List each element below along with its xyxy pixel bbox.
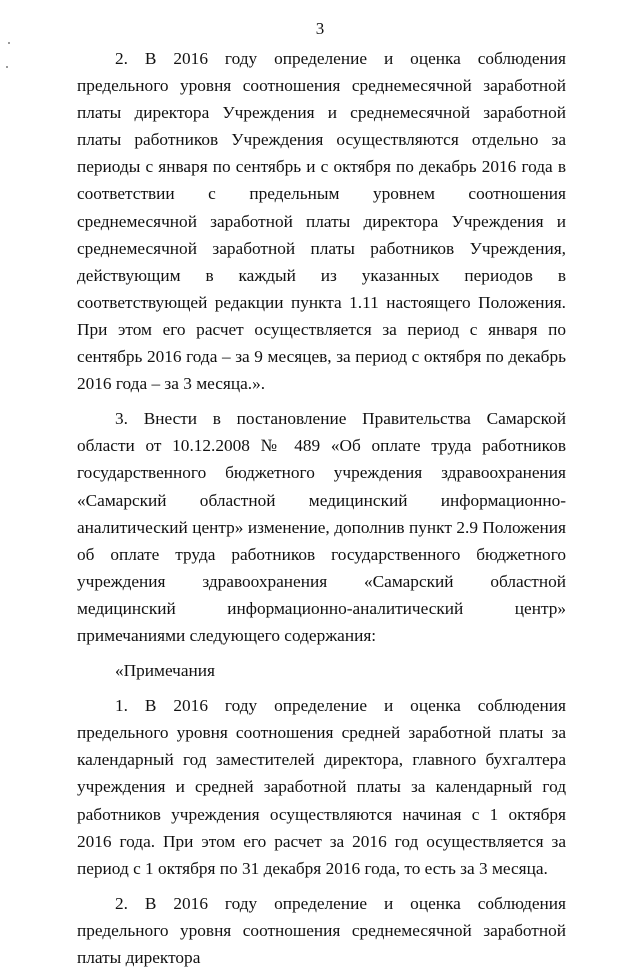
- scan-speck: [6, 66, 8, 68]
- paragraph-note-2-continued: 2. В 2016 году определение и оценка соблюдения предельного уровня соотношения среднемесячной заработной платы директора: [77, 893, 566, 967]
- paragraph-item-3: 3. Внести в постановление Правительства Самарской области от 10.12.2008 № 489 «Об оплате труда работников государственного бюджетного учреждения здравоохранения «Самарский областной медицинский информационно-аналитический центр» изменение, дополнив пункт 2.9 Положения об оплате труда работников государственного бюджетного учреждения здравоохранения «Самарский областной медицинский информационно-аналитический центр» примечаниями следующего содержания:: [77, 409, 566, 645]
- paragraph-note-2: 2. В 2016 году определение и оценка соблюдения предельного уровня соотношения среднемесячной заработной платы директора Учреждения и среднемесячной заработной платы работников Учреждения осуществляются отдельно за периоды с января по сентябрь и с октября по декабрь 2016 года в соответствии с предельным уровнем соотношения среднемесячной заработной платы директора Учреждения и среднемесячной заработной платы работников Учреждения, действующим в каждый из указанных периодов в соответствующей редакции пункта 1.11 настоящего Положения. При этом его расчет осуществляется за период с января по сентябрь 2016 года – за 9 месяцев, за период с октября по декабрь 2016 года – за 3 месяца.».: [77, 49, 566, 394]
- paragraph-note-1: 1. В 2016 году определение и оценка соблюдения предельного уровня соотношения средней заработной платы за календарный год заместителей директора, главного бухгалтера учреждения и средней заработной платы за календарный год работников учреждения осуществляются начиная с 1 октября 2016 года. При этом его расчет за 2016 год осуществляется за период с 1 октября по 31 декабря 2016 года, то есть за 3 месяца.: [77, 696, 566, 878]
- scan-speck: [8, 42, 10, 44]
- document-body: [77, 45, 566, 971]
- notes-heading: «Примечания: [115, 661, 215, 681]
- page-number: 3: [315, 19, 325, 38]
